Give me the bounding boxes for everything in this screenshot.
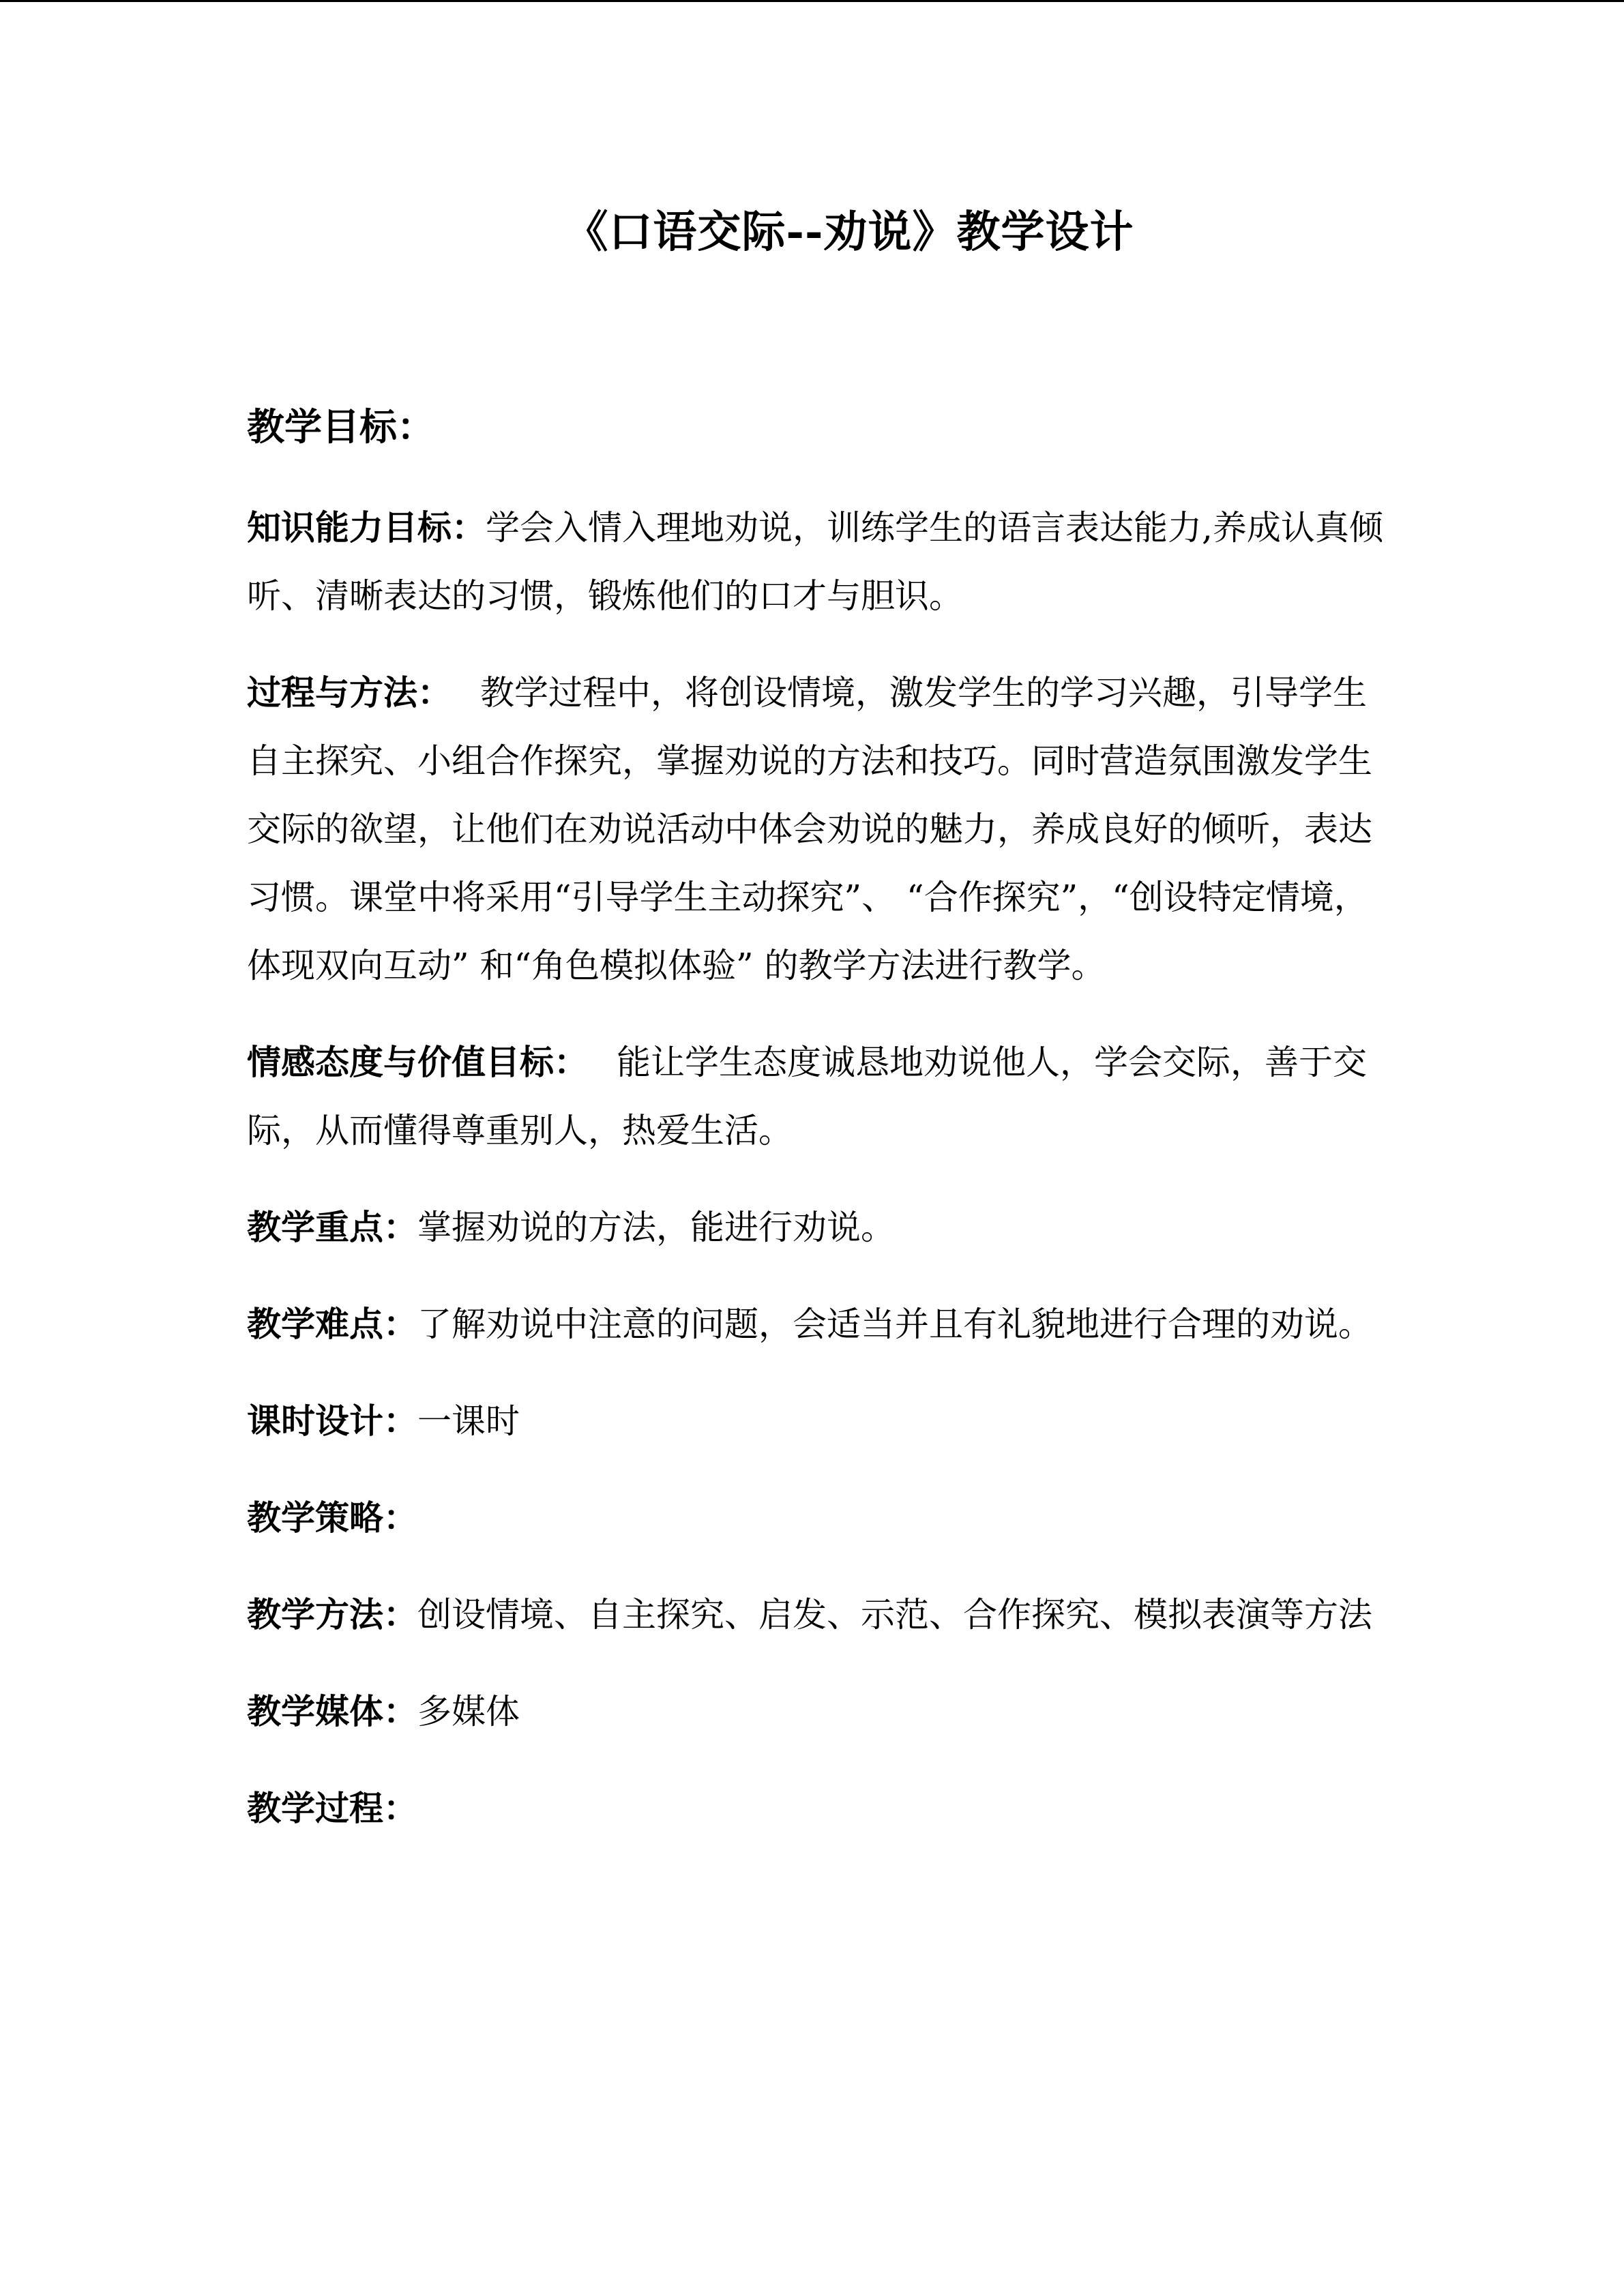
section-label: 教学媒体： <box>247 1690 417 1731</box>
section-label: 教学策略： <box>247 1497 417 1538</box>
section-label: 过程与方法： <box>247 672 452 713</box>
section-label: 课时设计： <box>247 1400 417 1441</box>
section-media <box>247 1678 1386 1746</box>
section-text: 多媒体 <box>417 1691 520 1731</box>
section-label: 教学难点： <box>247 1303 417 1344</box>
section-text: 掌握劝说的方法，能进行劝说。 <box>417 1207 895 1247</box>
section-strategy <box>247 1484 1386 1552</box>
section-label: 教学重点： <box>247 1206 417 1247</box>
section-process-method <box>247 659 1386 1000</box>
section-emotion-values <box>247 1028 1386 1165</box>
section-lesson-design <box>247 1387 1386 1455</box>
document-title: 《口语交际--劝说》教学设计 <box>564 207 1134 258</box>
section-text: 能让学生态度诚恳地劝说他人，学会交际，善于交际，从而懂得尊重别人，热爱生活。 <box>247 1042 1367 1150</box>
section-methods <box>247 1581 1386 1649</box>
section-difficulties <box>247 1290 1386 1358</box>
section-text: 学会入情入理地劝说，训练学生的语言表达能力,养成认真倾听、清晰表达的习惯，锻炼他们的口才与胆识。 <box>247 507 1383 616</box>
section-label: 教学方法： <box>247 1594 417 1635</box>
section-text: 创设情境、自主探究、启发、示范、合作探究、模拟表演等方法 <box>417 1594 1372 1635</box>
section-knowledge-ability <box>247 494 1386 630</box>
section-text: 一课时 <box>417 1401 520 1441</box>
document-body <box>247 399 1386 1871</box>
section-label: 教学过程： <box>247 1787 417 1828</box>
section-text: 教学过程中，将创设情境，激发学生的学习兴趣，引导学生自主探究、小组合作探究，掌握劝说的方法和技巧。同时营造氛围激发学生交际的欲望，让他们在劝说活动中体会劝说的魅力，养成良好的倾听，表达习惯。课堂中将采用“引导学生主动探究”、 “合作探究”，“创设特定情境， 体现双向互动” 和“角色模拟体验” 的教学方法进行教学。 <box>247 672 1372 985</box>
section-label: 情感态度与价值目标： <box>247 1041 588 1082</box>
section-key-points <box>247 1193 1386 1262</box>
section-text: 了解劝说中注意的问题，会适当并且有礼貌地进行合理的劝说。 <box>417 1304 1372 1344</box>
objectives-heading: 教学目标： <box>247 404 435 449</box>
section-label: 知识能力目标： <box>247 507 486 548</box>
section-process <box>247 1774 1386 1843</box>
